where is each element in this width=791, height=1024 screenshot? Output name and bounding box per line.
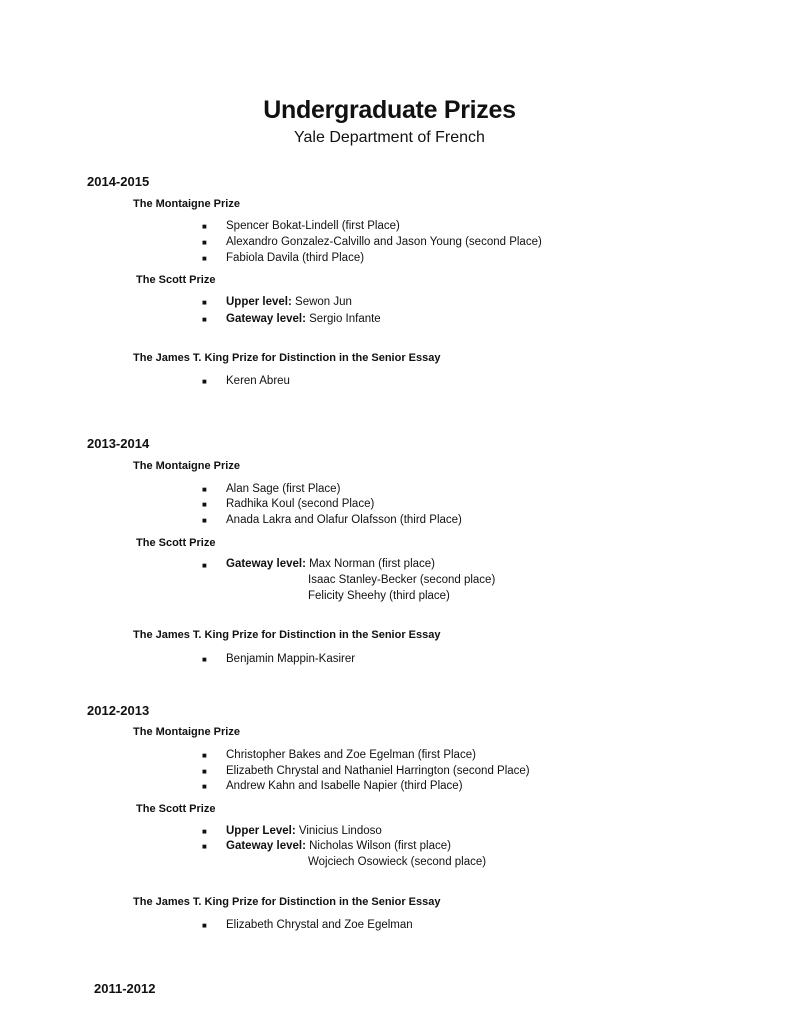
prize-heading-montaigne: The Montaigne Prize [133,198,240,210]
bullet-icon: ■ [202,500,207,509]
list-item [226,840,451,852]
list-item [226,296,352,308]
prize-heading-scott: The Scott Prize [136,274,216,286]
bullet-icon: ■ [202,485,207,494]
bullet-icon: ■ [202,655,207,664]
prize-heading-king: The James T. King Prize for Distinction in the Senior Essay [133,352,441,364]
list-item-continuation: Isaac Stanley-Becker (second place) [308,574,496,586]
page-title: Undergraduate Prizes [263,96,516,124]
list-item: Christopher Bakes and Zoe Egelman (first Place) [226,749,476,761]
list-item: Alan Sage (first Place) [226,483,341,495]
list-item: Spencer Bokat-Lindell (first Place) [226,220,400,232]
level-label: Gateway level: [226,840,306,852]
list-item: Elizabeth Chrystal and Zoe Egelman [226,919,413,931]
bullet-icon: ■ [202,222,207,231]
list-item: Keren Abreu [226,375,290,387]
bullet-icon: ■ [202,377,207,386]
list-item [226,825,382,837]
list-item: Anada Lakra and Olafur Olafsson (third Place) [226,514,462,526]
winner-name: Vinicius Lindoso [295,825,382,837]
list-item: Benjamin Mappin-Kasirer [226,653,356,665]
list-item-continuation: Wojciech Osowieck (second place) [308,856,487,868]
list-item: Radhika Koul (second Place) [226,498,375,510]
winner-name: Nicholas Wilson (first place) [305,840,451,852]
page-subtitle: Yale Department of French [294,129,485,146]
list-item: Alexandro Gonzalez-Calvillo and Jason Young (second Place) [226,236,542,248]
bullet-icon: ■ [202,516,207,525]
list-item: Elizabeth Chrystal and Nathaniel Harrington (second Place) [226,765,530,777]
bullet-icon: ■ [202,921,207,930]
bullet-icon: ■ [202,254,207,263]
winner-name: Sewon Jun [291,296,352,308]
year-heading: 2013-2014 [87,436,150,451]
winner-name: Sergio Infante [305,313,381,325]
prize-heading-king: The James T. King Prize for Distinction in the Senior Essay [133,896,441,908]
level-label: Upper Level: [226,825,296,837]
bullet-icon: ■ [202,298,207,307]
prize-heading-scott: The Scott Prize [136,803,216,815]
level-label: Gateway level: [226,558,306,570]
list-item [226,558,435,570]
prize-heading-scott: The Scott Prize [136,537,216,549]
list-item [226,313,381,325]
prize-heading-montaigne: The Montaigne Prize [133,460,240,472]
level-label: Gateway level: [226,313,306,325]
bullet-icon: ■ [202,561,207,570]
bullet-icon: ■ [202,827,207,836]
bullet-icon: ■ [202,767,207,776]
list-item: Andrew Kahn and Isabelle Napier (third Place) [226,780,463,792]
prize-heading-king: The James T. King Prize for Distinction in the Senior Essay [133,629,441,641]
bullet-icon: ■ [202,751,207,760]
bullet-icon: ■ [202,782,207,791]
bullet-icon: ■ [202,315,207,324]
prize-heading-montaigne: The Montaigne Prize [133,726,240,738]
bullet-icon: ■ [202,238,207,247]
year-heading: 2014-2015 [87,174,150,189]
year-heading: 2012-2013 [87,703,150,718]
list-item-continuation: Felicity Sheehy (third place) [308,590,450,602]
winner-name: Max Norman (first place) [305,558,435,570]
level-label: Upper level: [226,296,292,308]
bullet-icon: ■ [202,842,207,851]
list-item: Fabiola Davila (third Place) [226,252,365,264]
year-heading: 2011-2012 [94,981,156,996]
